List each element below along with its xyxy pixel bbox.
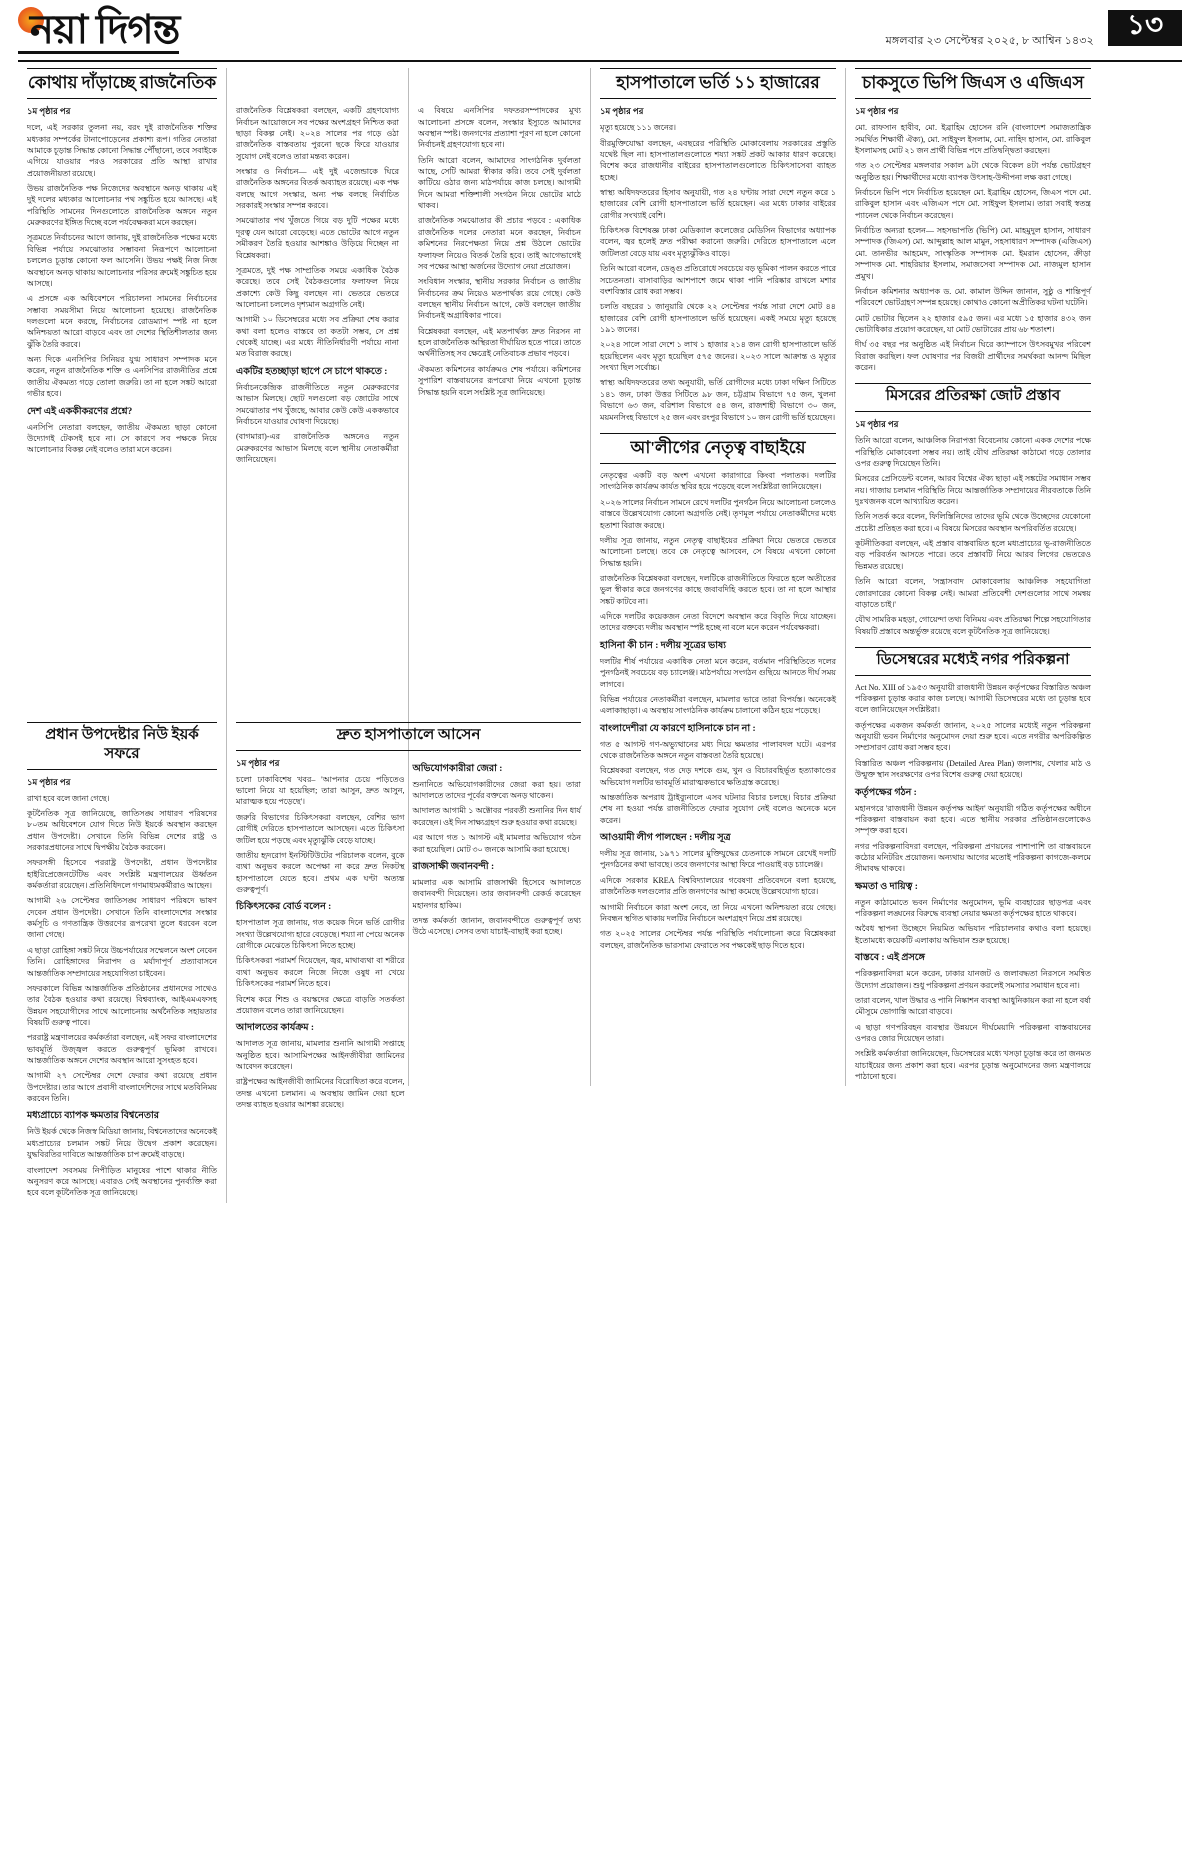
subheading: বাংলাদেশীরা যে কারণে হাসিনাকে চান না : [600, 723, 756, 734]
paragraph: নির্বাচন কমিশনার অধ্যাপক ড. মো. কামাল উদ্দিন জানান, সুষ্ঠু ও শান্তিপূর্ণ পরিবেশে ভোটগ্রহণ সম্পন্ন হয়েছে। কোথাও কোনো অপ্রীতিকর ঘটনা ঘটেনি। [855, 286, 1091, 308]
paragraph: দলীয় সূত্র জানায়, নতুন নেতৃত্ব বাছাইয়ের প্রক্রিয়া নিয়ে ভেতরে ভেতরে আলোচনা চলছে। তবে কে নেতৃত্বে আসবেন, সে বিষয়ে এখনো কোনো সিদ্ধান্ত হয়নি। [600, 535, 836, 568]
paragraph: গত ৫ আগস্ট গণ-অভ্যুত্থানের মধ্য দিয়ে ক্ষমতার পালাবদল ঘটে। এরপর থেকে রাজনৈতিক অঙ্গনে নতুন বাস্তবতা তৈরি হয়েছে। [600, 739, 836, 760]
paragraph: তিনি আরো বলেন, 'সন্ত্রাসবাদ মোকাবেলায় আঞ্চলিক সহযোগিতা জোরদারের কোনো বিকল্প নেই। আমরা প্রতিবেশী দেশগুলোর সাথে সমন্বয় বাড়াতে চাই।' [855, 577, 1091, 609]
headline-hospital: হাসপাতালে ভর্তি ১১ হাজারের [600, 68, 836, 99]
paragraph: চিকিৎসক বিশেষজ্ঞ ঢাকা মেডিক্যাল কলেজের মেডিসিন বিভাগের অধ্যাপক বলেন, জ্বর হলেই দ্রুত পরীক্ষা করানো জরুরি। দেরিতে হাসপাতালে এলে জটিলতা বেড়ে যায় এবং মৃত্যুঝুঁকিও বাড়ে। [600, 226, 836, 258]
paragraph: আদালত সূত্র জানায়, মামলার শুনানি আগামী সপ্তাহে অনুষ্ঠিত হবে। আসামিপক্ষের আইনজীবীরা জামিনের আবেদন করেছেন। [236, 1039, 405, 1071]
paragraph: উভয় রাজনৈতিক পক্ষ নিজেদের অবস্থানে অনড় থাকায় এই দুই দলের মধ্যকার আলোচনার পথ সঙ্কুচিত হয়ে আসছে। এই পরিস্থিতি সামনের দিনগুলোতে রাজনৈতিক অঙ্গনে নতুন মেরুকরণের ইঙ্গিত দিচ্ছে বলে পর্যবেক্ষকরা মনে করছেন। [27, 184, 217, 228]
paragraph: তিনি সতর্ক করে বলেন, ফিলিস্তিনিদের তাদের ভূমি থেকে উচ্ছেদের যেকোনো প্রচেষ্টা প্রতিহত করা হবে। এ বিষয়ে মিসরের অবস্থান অপরিবর্তিত রয়েছে। [855, 512, 1091, 533]
paragraph: বিশেষ করে শিশু ও বয়স্কদের ক্ষেত্রে বাড়তি সতর্কতা প্রয়োজন বলেও তারা জানিয়েছেন। [236, 994, 405, 1015]
paragraph: আগামী ২৬ সেপ্টেম্বর জাতিসঙ্ঘ সাধারণ পরিষদে ভাষণ দেবেন প্রধান উপদেষ্টা। সেখানে তিনি বাংলাদেশের সংস্কার কর্মসূচি ও গণতান্ত্রিক উত্তরণের রূপরেখা তুলে ধরবেন বলে জানা গেছে। [27, 896, 217, 940]
paragraph: কূটনৈতিক সূত্র জানিয়েছে, জাতিসঙ্ঘ সাধারণ পরিষদের ৮০তম অধিবেশনে যোগ দিতে নিউ ইয়র্কে অবস্থান করছেন প্রধান উপদেষ্টা। সেখানে তিনি বিভিন্ন দেশের রাষ্ট্র ও সরকারপ্রধানের সাথে দ্বিপক্ষীয় বৈঠক করবেন। [27, 808, 217, 852]
paragraph: রাজনৈতিক সমঝোতার কী প্রচার পড়বে : একাধিক রাজনৈতিক দলের নেতারা মনে করছেন, নির্বাচন কমিশনের নিরপেক্ষতা নিয়ে প্রশ্ন উঠলে ভোটের ফলাফল নিয়েও বিতর্ক তৈরি হবে। তাই আগেভাগেই সব পক্ষের আস্থা অর্জনের উদ্যোগ নেয়া প্রয়োজন। [418, 216, 581, 271]
continued-from: ১ম পৃষ্ঠার পর [855, 106, 899, 117]
paragraph: তারা বলেন, খাল উদ্ধার ও পানি নিষ্কাশন ব্যবস্থা আধুনিকায়ন করা না হলে বর্ষা মৌসুমে ভোগান্তি আরো বাড়বে। [855, 995, 1091, 1017]
page-bottom-margin [0, 1862, 1200, 1868]
paragraph: সফরসঙ্গী হিসেবে পররাষ্ট্র উপদেষ্টা, প্রধান উপদেষ্টার হাইরিপ্রেজেনটেটিভ এবং সংশ্লিষ্ট মন্ত্রণালয়ের ঊর্ধ্বতন কর্মকর্তারা রয়েছেন। প্রতিনিধিদলে গণমাধ্যমকর্মীরাও আছেন। [27, 858, 217, 891]
subheading: আদালতের কার্যক্রম : [236, 1023, 315, 1034]
subheading: চিকিৎসকের বোর্ড বলেন : [236, 902, 332, 913]
paragraph: এদিকে দলটির কয়েকজন নেতা বিদেশে অবস্থান করে বিবৃতি দিয়ে যাচ্ছেন। তাদের বক্তব্যে দলীয় অবস্থান স্পষ্ট হচ্ছে না বলে মনে করেন পর্যবেক্ষকরা। [600, 612, 836, 633]
subheading: হাসিনা কী চান : দলীয় সূত্রের ভাষ্য [600, 640, 727, 651]
paragraph: চলতি বছরের ১ জানুয়ারি থেকে ২২ সেপ্টেম্বর পর্যন্ত সারা দেশে মোট ৪৪ হাজারের বেশি রোগী হাসপাতালে ভর্তি হয়েছেন। একই সময়ে মৃত্যু হয়েছে ১৯১ জনের। [600, 302, 836, 334]
paragraph: এ প্রসঙ্গে এক অধিবেশনে পরিচালনা সামনের নির্বাচনের সম্ভাব্য সময়সীমা নিয়ে আলোচনা হয়েছে। রাজনৈতিক দলগুলো মনে করছে, নির্বাচনের রোডম্যাপ স্পষ্ট না হলে অনিশ্চয়তা আরো বাড়বে এবং তা দেশের স্থিতিশীলতার জন্য ঝুঁকি তৈরি করবে। [27, 294, 217, 349]
paragraph: মো. রাফসান হাবীব, মো. ইব্রাহিম হোসেন রনি (বাংলাদেশ সমাজতান্ত্রিক সমর্থিত শিক্ষার্থী ঐক্য), মো. সাইফুল ইসলাম, মো. নাহিদ হাসান, মো. রাকিবুল ইসলামসহ মোট ২১ জন প্রার্থী বিভিন্ন পদে প্রতিদ্বন্দ্বিতা করছেন। [855, 123, 1091, 155]
paragraph: দীর্ঘ ৩৫ বছর পর অনুষ্ঠিত এই নির্বাচন ঘিরে ক্যাম্পাসে উৎসবমুখর পরিবেশ বিরাজ করছিল। ফল ঘোষণার পর বিজয়ী প্রার্থীদের সমর্থকরা আনন্দ মিছিল করেন। [855, 340, 1091, 373]
paragraph: আগামী নির্বাচনে কারা অংশ নেবে, তা নিয়ে এখনো অনিশ্চয়তা রয়ে গেছে। নিবন্ধন স্থগিত থাকায় দলটির নির্বাচনে অংশগ্রহণ নিয়ে প্রশ্ন রয়েছে। [600, 902, 836, 923]
paragraph: সূত্রমতে, দুই পক্ষ সাম্প্রতিক সময়ে একাধিক বৈঠক করেছে। তবে সেই বৈঠকগুলোর ফলাফল নিয়ে প্রকাশ্যে কেউ কিছু বলছেন না। ভেতরে ভেতরে আলোচনা চললেও দৃশ্যমান অগ্রগতি নেই। [236, 265, 399, 309]
headline-quick-hospital: দ্রুত হাসপাতালে আসেন [236, 722, 581, 751]
paragraph: তিনি আরো বলেন, ডেঙ্গু প্রতিরোধে সবচেয়ে বড় ভূমিকা পালন করতে পারে সচেতনতা। বাসাবাড়ির আশপাশে জমে থাকা পানি পরিষ্কার রাখলে মশার বংশবিস্তার রোধ করা সম্ভব। [600, 264, 836, 296]
paragraph: (বাগমারা)-এর রাজনৈতিক অঙ্গনেও নতুন মেরুকরণের আভাস মিলছে বলে স্থানীয় নেতাকর্মীরা জানিয়েছেন। [236, 432, 399, 464]
paragraph: চলো ঢাকাবিশেষ খবর– 'আপনার চেয়ে পড়িতেও ভালো নিয়ে যা হয়েছিল; তারা আসুন, দ্রুত আসুন, মারাত্মক হয়ে পড়েছে'। [236, 774, 405, 807]
paragraph: মহানগরে 'রাজধানী উন্নয়ন কর্তৃপক্ষ আইন' অনুযায়ী গঠিত কর্তৃপক্ষের অধীনে পরিকল্পনা বাস্তবায়ন করা হবে। এতে স্থানীয় সরকার প্রতিষ্ঠানগুলোকেও সম্পৃক্ত করা হবে। [855, 803, 1091, 836]
lower-left-section [18, 722, 608, 1203]
paragraph: বিস্তারিত অঞ্চল পরিকল্পনায় (Detailed Area Plan) জলাশয়, খেলার মাঠ ও উন্মুক্ত স্থান সংরক্ষণের ওপর বিশেষ গুরুত্ব দেয়া হয়েছে। [855, 758, 1091, 780]
logo[interactable] [18, 7, 180, 54]
continued-from: ১ম পৃষ্ঠার পর [600, 106, 644, 117]
subheading: আওয়ামী লীগ পালছেন : দলীয় সূত্র [600, 833, 731, 844]
subheading: ক্ষমতা ও দায়িত্ব : [855, 881, 918, 892]
paragraph: বিশ্লেষকরা বলছেন, এই মতপার্থক্য দ্রুত নিরসন না হলে রাজনৈতিক অস্থিরতা দীর্ঘায়িত হতে পারে। তাতে অর্থনীতিসহ সব ক্ষেত্রেই নেতিবাচক প্রভাব পড়বে। [418, 326, 581, 359]
column-5 [845, 68, 1100, 1086]
paragraph: নতুন কাঠামোতে ভবন নির্মাণের অনুমোদন, ভূমি ব্যবহারের ছাড়পত্র এবং পরিকল্পনা লঙ্ঘনের বিরুদ্ধে ব্যবস্থা নেয়ার ক্ষমতা কর্তৃপক্ষের হাতে থাকবে। [855, 897, 1091, 919]
paragraph: জরুরি বিভাগের চিকিৎসকরা বলছেন, বেশির ভাগ রোগীই দেরিতে হাসপাতালে আসছেন। এতে চিকিৎসা জটিল হয়ে পড়ছে এবং মৃত্যুঝুঁকি বেড়ে যাচ্ছে। [236, 812, 405, 845]
paragraph: তিনি আরো বলেন, আঞ্চলিক নিরাপত্তা বিবেচনায় কোনো একক দেশের পক্ষে পরিস্থিতি মোকাবেলা সম্ভব নয়। তাই যৌথ প্রতিরক্ষা কাঠামো গড়ে তোলার ওপর গুরুত্ব দিয়েছেন তিনি। [855, 436, 1091, 468]
paragraph: নির্বাচনকেন্দ্রিক রাজনীতিতে নতুন মেরুকরণের আভাস মিলছে। ছোট দলগুলো বড় জোটের সাথে সমঝোতার পথ খুঁজছে, আবার কেউ কেউ এককভাবে নির্বাচনে যাওয়ার ঘোষণা দিয়েছে। [236, 382, 399, 426]
paragraph: মিসরের প্রেসিডেন্ট বলেন, আরব বিশ্বের ঐক্য ছাড়া এই সঙ্কটের সমাধান সম্ভব নয়। গাজায় চলমান পরিস্থিতি নিয়ে আন্তর্জাতিক সম্প্রদায়ের নীরবতাকে তিনি দুঃখজনক বলে আখ্যায়িত করেন। [855, 474, 1091, 506]
continued-from: ১ম পৃষ্ঠার পর [27, 106, 71, 117]
column-lower-1 [18, 722, 226, 1203]
masthead [18, 7, 1182, 62]
paragraph: তদন্ত কর্মকর্তা জানান, জবানবন্দীতে গুরুত্বপূর্ণ তথ্য উঠে এসেছে। সেসব তথ্য যাচাই-বাছাই করা হচ্ছে। [412, 915, 581, 937]
paragraph: গত ২০২৫ সালের সেপ্টেম্বর পর্যন্ত পরিস্থিতি পর্যালোচনা করে বিশ্লেষকরা বলছেন, রাজনৈতিক ভারসাম্য ফেরাতে সব পক্ষকেই ছাড় দিতে হবে। [600, 929, 836, 950]
paragraph: ঐকমত্য কমিশনের কার্যক্রমও শেষ পর্যায়ে। কমিশনের সুপারিশ বাস্তবায়নের রূপরেখা নিয়ে এখনো চূড়ান্ত সিদ্ধান্ত হয়নি বলে সংশ্লিষ্ট সূত্র জানিয়েছে। [418, 364, 581, 397]
paragraph: এ ছাড়া গণপরিবহন ব্যবস্থার উন্নয়নে দীর্ঘমেয়াদি পরিকল্পনা বাস্তবায়নের ওপরও জোর দিয়েছেন তারা। [855, 1022, 1091, 1043]
paragraph: আগামী ১০ ডিসেম্বরের মধ্যে সব প্রক্রিয়া শেষ করার কথা বলা হলেও বাস্তবে তা কতটা সম্ভব, সে প্রশ্ন থেকেই যাচ্ছে। এর মধ্যে নীতিনির্ধারণী পর্যায়ে নানা মত বিরাজ করছে। [236, 315, 399, 359]
subheading: একটির হতচ্ছাড়া ছাপে সে চাপে থাকতে : [236, 366, 388, 377]
paragraph: শুনানিতে অভিযোগকারীদের জেরা করা হয়। তারা আদালতে তাদের পূর্বের বক্তব্যে অনড় থাকেন। [412, 779, 581, 801]
paragraph: চিকিৎসকরা পরামর্শ দিয়েছেন, জ্বর, মাথাব্যথা বা শরীরে ব্যথা অনুভব করলে নিজে নিজে ওষুধ না খেয়ে চিকিৎসকের পরামর্শ নিতে হবে। [236, 956, 405, 989]
subheading: কর্তৃপক্ষের গঠন : [855, 787, 917, 798]
paragraph: নেতৃত্বের একটি বড় অংশ এখনো কারাগারে কিংবা পলাতক। দলটির সাংগঠনিক কার্যক্রম কার্যত স্থবির হয়ে পড়েছে বলে সংশ্লিষ্টরা জানিয়েছেন। [600, 471, 836, 492]
paragraph: স্বাস্থ্য অধিদফতরের হিসাব অনুযায়ী, গত ২৪ ঘণ্টায় সারা দেশে নতুন করে ১ হাজারের বেশি রোগী হাসপাতালে ভর্তি হয়েছেন। এর মধ্যে ঢাকার বাইরের রোগীর সংখ্যাই বেশি। [600, 188, 836, 220]
paragraph: তিনি আরো বলেন, আমাদের সাংগঠনিক দুর্বলতা আছে, সেটি আমরা স্বীকার করি। তবে সেই দুর্বলতা কাটিয়ে ওঠার জন্য মাঠপর্যায়ে কাজ চলছে। আগামী দিনে আমরা শক্তিশালী সংগঠন নিয়ে ভোটের মাঠে থাকব। [418, 155, 581, 211]
dateline: মঙ্গলবার ২৩ সেপ্টেম্বর ২০২৫, ৮ আশ্বিন ১৪৩২ [885, 35, 1094, 47]
paragraph: বিশ্লেষকরা বলছেন, গত দেড় দশকে গুম, খুন ও বিচারবহির্ভূত হত্যাকাণ্ডের অভিযোগ দলটির ভাবমূর্তি মারাত্মকভাবে ক্ষতিগ্রস্ত করেছে। [600, 766, 836, 787]
paragraph: রাজনৈতিক বিশ্লেষকরা বলছেন, দলটিকে রাজনীতিতে ফিরতে হলে অতীতের ভুল স্বীকার করে জনগণের কাছে জবাবদিহি করতে হবে। তা না হলে আস্থার সঙ্কট কাটবে না। [600, 574, 836, 606]
continued-from: ১ম পৃষ্ঠার পর [27, 776, 71, 787]
paragraph: দলটির শীর্ষ পর্যায়ের একাধিক নেতা মনে করেন, বর্তমান পরিস্থিতিতে দলের পুনর্গঠনই সবচেয়ে বড় চ্যালেঞ্জ। মাঠপর্যায়ে সংগঠন গুছিয়ে আনতে দীর্ঘ সময় লাগবে। [600, 656, 836, 689]
paragraph: এদিকে সরকার KREA বিশ্ববিদ্যালয়ের গবেষণা প্রতিবেদনে বলা হয়েছে, রাজনৈতিক দলগুলোর প্রতি জনগণের আস্থা কমেছে উল্লেখযোগ্য হারে। [600, 875, 836, 897]
paragraph: আদালত আগামী ১ অক্টোবর পরবর্তী শুনানির দিন ধার্য করেছেন। ওই দিন সাক্ষ্যগ্রহণ শুরু হওয়ার কথা রয়েছে। [412, 806, 581, 827]
paragraph: এ বিষয়ে এনসিপির দফতরসম্পাদকের মুখ্য আলোচনা প্রসঙ্গে বলেন, সংস্কার ইস্যুতে আমাদের অবস্থান স্পষ্ট। জনগণের প্রত্যাশা পূরণ না হলে কোনো নির্বাচনই গ্রহণযোগ্য হবে না। [418, 106, 581, 150]
paragraph: আগামী ২৭ সেপ্টেম্বর দেশে ফেরার কথা রয়েছে প্রধান উপদেষ্টার। তার আগে প্রবাসী বাংলাদেশিদের সাথে মতবিনিময় করবেন তিনি। [27, 1071, 217, 1104]
headline-pm-newyork: প্রধান উপদেষ্টার নিউ ইয়র্ক সফরে [27, 722, 217, 770]
paragraph: সফরকালে বিভিন্ন আন্তর্জাতিক প্রতিষ্ঠানের প্রধানদের সাথেও তার বৈঠক হওয়ার কথা রয়েছে। বিশ্বব্যাংক, আইএমএফসহ উন্নয়ন সহযোগীদের সাথে আলোচনায় অর্থনৈতিক সহায়তার বিষয়টি গুরুত্ব পাবে। [27, 983, 217, 1027]
paragraph: Act No. XIII of ১৯৫৩ অনুযায়ী রাজধানী উন্নয়ন কর্তৃপক্ষের বিস্তারিত অঞ্চল পরিকল্পনা চূড়ান্ত করার কাজ চলছে। আগামী ডিসেম্বরের মধ্যে তা চূড়ান্ত হবে বলে জানিয়েছেন সংশ্লিষ্টরা। [855, 682, 1091, 715]
column-lower-2 [226, 722, 590, 1203]
continued-from: ১ম পৃষ্ঠার পর [855, 419, 899, 430]
headline-city-plan: ডিসেম্বরের মধ্যেই নগর পরিকল্পনা [855, 647, 1091, 676]
paragraph: এনসিপি নেতারা বলছেন, জাতীয় ঐকমত্য ছাড়া কোনো উদ্যোগই টেকসই হবে না। সে কারণে সব পক্ষকে নিয়ে আলোচনার বিকল্প নেই বলেও তারা মনে করেন। [27, 422, 217, 455]
headline-egypt: মিসরের প্রতিরক্ষা জোট প্রস্তাব [855, 383, 1091, 412]
paragraph: ২০২৪ সালে সারা দেশে ১ লাখ ১ হাজার ২১৪ জন রোগী হাসপাতালে ভর্তি হয়েছিলেন এবং মৃত্যু হয়েছিল ৫৭৫ জনের। ২০২৩ সালে আক্রান্ত ও মৃত্যুর সংখ্যা ছিল সর্বোচ্চ। [600, 340, 836, 373]
paragraph: আন্তর্জাতিক অপরাধ ট্রাইব্যুনালে এসব ঘটনার বিচার চলছে। বিচার প্রক্রিয়া শেষ না হওয়া পর্যন্ত রাজনীতিতে ফেরার সুযোগ নেই বলেও অনেকে মনে করেন। [600, 793, 836, 825]
paragraph: গত ২৩ সেপ্টেম্বর মঙ্গলবার সকাল ৯টা থেকে বিকেল ৪টা পর্যন্ত ভোটগ্রহণ অনুষ্ঠিত হয়। শিক্ষার্থীদের মধ্যে ব্যাপক উৎসাহ-উদ্দীপনা লক্ষ করা গেছে। [855, 161, 1091, 182]
paragraph: স্বাস্থ্য অধিদফতরের তথ্য অনুযায়ী, ভর্তি রোগীদের মধ্যে ঢাকা দক্ষিণ সিটিতে ১৪১ জন, ঢাকা উত্তর সিটিতে ৯৮ জন, চট্টগ্রাম বিভাগে ৭৫ জন, খুলনা বিভাগে ৬৩ জন, বরিশাল বিভাগে ৫৪ জন, রাজশাহী বিভাগে ৩০ জন, ময়মনসিংহ বিভাগে ২৫ জন এবং রংপুর বিভাগে ১০ জন রোগী ভর্তি হয়েছেন। [600, 378, 836, 422]
paragraph: নিউ ইয়র্ক থেকে নিজস্ব মিডিয়া জানায়, বিশ্বনেতাদের অনেকেই মধ্যপ্রাচ্যের চলমান সঙ্কট নিয়ে উদ্বেগ প্রকাশ করেছেন। যুদ্ধবিরতির দাবিতে আন্তর্জাতিক চাপ ক্রমেই বাড়ছে। [27, 1127, 217, 1160]
paragraph: বিভিন্ন পর্যায়ের নেতাকর্মীরা বলছেন, মামলার ভারে তারা বিপর্যস্ত। অনেকেই এলাকাছাড়া। এ অবস্থায় সাংগঠনিক কার্যক্রম চালানো কঠিন হয়ে পড়েছে। [600, 694, 836, 716]
paragraph: সমঝোতার পথ খুঁজতে গিয়ে বড় দুটি পক্ষের মধ্যে দূরত্ব যেন আরো বেড়েছে। এতে ভোটের আগে নতুন সমীকরণ তৈরি হওয়ার আশঙ্কাও উড়িয়ে দিচ্ছেন না বিশ্লেষকরা। [236, 216, 399, 260]
headline-awami: আ'লীগের নেতৃত্ব বাছাইয়ে [600, 433, 836, 464]
paragraph: যৌথ সামরিক মহড়া, গোয়েন্দা তথ্য বিনিময় এবং প্রতিরক্ষা শিল্পে সহযোগিতার বিষয়টি প্রস্তাবে অন্তর্ভুক্ত রয়েছে বলে কূটনৈতিক সূত্র জানিয়েছে। [855, 615, 1091, 636]
continued-from: ১ম পৃষ্ঠার পর [236, 757, 280, 768]
paragraph: পররাষ্ট্র মন্ত্রণালয়ের কর্মকর্তারা বলছেন, এই সফর বাংলাদেশের ভাবমূর্তি উজ্জ্বল করতে গুরুত্বপূর্ণ ভূমিকা রাখবে। আন্তর্জাতিক অঙ্গনে দেশের অবস্থান আরো সুসংহত হবে। [27, 1033, 217, 1066]
paragraph: মোট ভোটার ছিলেন ২২ হাজার ৫৯৫ জন। এর মধ্যে ১৫ হাজার ৪৩২ জন ভোটাধিকার প্রয়োগ করেছেন, যা মোট ভোটারের প্রায় ৬৮ শতাংশ। [855, 313, 1091, 334]
headline-bcs: চাকসুতে ভিপি জিএস ও এজিএস [855, 68, 1091, 99]
subheading: অভিযোগকারীরা জেরা : [412, 763, 503, 774]
paragraph: রাষ্ট্রপক্ষের আইনজীবী জামিনের বিরোধিতা করে বলেন, তদন্ত এখনো চলমান। এ অবস্থায় জামিন দেয়া হলে তদন্ত ব্যাহত হওয়ার আশঙ্কা রয়েছে। [236, 1077, 405, 1110]
paragraph: সূত্রমতে নির্বাচনের আগে জানায়, দুই রাজনৈতিক পক্ষের মধ্যে বিভিন্ন পর্যায়ে সমঝোতার সম্ভাবনা নিরূপণে আলোচনা চললেও চূড়ান্ত কোনো ফল আসেনি। উভয় পক্ষই নিজ নিজ অবস্থানে অনড় থাকায় আলোচনার পরিসর ক্রমেই সঙ্কুচিত হয়ে আসছে। [27, 233, 217, 288]
paragraph: হাসপাতাল সূত্র জানায়, গত কয়েক দিনে ভর্তি রোগীর সংখ্যা উল্লেখযোগ্য হারে বেড়েছে। শয্যা না পেয়ে অনেক রোগীকে মেঝেতে চিকিৎসা নিতে হচ্ছে। [236, 918, 405, 951]
paragraph: মৃত্যু হয়েছে ১১১ জনের। [600, 123, 677, 133]
paragraph: ২০২৬ সালের নির্বাচন সামনে রেখে দলটির পুনর্গঠন নিয়ে আলোচনা চললেও বাস্তবে উল্লেখযোগ্য কোনো অগ্রগতি নেই। তৃণমূল পর্যায়ে নেতাকর্মীদের মধ্যে হতাশা বিরাজ করছে। [600, 497, 836, 530]
paragraph: জাতীয় হৃদরোগ ইনস্টিটিউটের পরিচালক বলেন, বুকে ব্যথা অনুভব করলে অপেক্ষা না করে দ্রুত নিকটস্থ হাসপাতালে যেতে হবে। প্রথম এক ঘণ্টা অত্যন্ত গুরুত্বপূর্ণ। [236, 850, 405, 894]
paragraph: নির্বাচনে ভিপি পদে নির্বাচিত হয়েছেন মো. ইব্রাহিম হোসেন, জিএস পদে মো. রাকিবুল হাসান এবং এজিএস পদে মো. সাইফুল ইসলাম। তারা সবাই স্বতন্ত্র প্যানেল থেকে নির্বাচন করেছেন। [855, 188, 1091, 220]
paragraph: রাখা হবে বলে জানা গেছে। [27, 793, 110, 803]
paragraph: কূটনীতিকরা বলছেন, এই প্রস্তাব বাস্তবায়িত হলে মধ্যপ্রাচ্যের ভূ-রাজনীতিতে বড় পরিবর্তন আসতে পারে। তবে প্রস্তাবটি নিয়ে আরব লিগের ভেতরেও ভিন্নমত রয়েছে। [855, 539, 1091, 571]
paragraph: এ ছাড়া রোহিঙ্গা সঙ্কট নিয়ে উচ্চপর্যায়ের সম্মেলনে অংশ নেবেন তিনি। রোহিঙ্গাদের নিরাপদ ও মর্যাদাপূর্ণ প্রত্যাবাসনে আন্তর্জাতিক সম্প্রদায়ের সহযোগিতা চাইবেন। [27, 945, 217, 978]
paragraph: সংস্কার ও নির্বাচন— এই দুই এজেন্ডাকে ঘিরে রাজনৈতিক অঙ্গনের বিতর্ক অব্যাহত রয়েছে। এক পক্ষ বলছে আগে সংস্কার, অন্য পক্ষ বলছে নির্বাচিত সরকারই সংস্কার সম্পন্ন করবে। [236, 167, 399, 211]
logo-text: নয়া দিগন্ত [30, 7, 180, 52]
paragraph: অবৈধ স্থাপনা উচ্ছেদে নিয়মিত অভিযান পরিচালনার কথাও বলা হয়েছে। ইতোমধ্যে কয়েকটি এলাকায় অভিযান শুরু হয়েছে। [855, 924, 1091, 945]
paragraph: নগর পরিকল্পনাবিদরা বলছেন, পরিকল্পনা প্রণয়নের পাশাপাশি তা বাস্তবায়নে কঠোর মনিটরিং প্রয়োজন। অন্যথায় আগের মতোই পরিকল্পনা কাগজে-কলমে সীমাবদ্ধ থাকবে। [855, 841, 1091, 874]
paragraph: পরিকল্পনাবিদরা মনে করেন, ঢাকার যানজট ও জলাবদ্ধতা নিরসনে সমন্বিত উদ্যোগ প্রয়োজন। শুধু পরিকল্পনা প্রণয়ন করলেই সমস্যার সমাধান হবে না। [855, 969, 1091, 990]
paragraph: দলীয় সূত্র জানায়, ১৯৭১ সালের মুক্তিযুদ্ধের চেতনাকে সামনে রেখেই দলটি পুনর্গঠনের কথা ভাবছে। তবে জনগণের আস্থা ফিরে পাওয়াই বড় চ্যালেঞ্জ। [600, 849, 836, 870]
paragraph: নির্বাচিত অন্যরা হলেন— সহসভাপতি (ভিপি) মো. মাহমুদুল হাসান, সাধারণ সম্পাদক (জিএস) মো. আব্দুল্লাহ আল মামুন, সহসাধারণ সম্পাদক (এজিএস) মো. তানভীর আহমেদ, সাংস্কৃতিক সম্পাদক মো. ইমরান হোসেন, ক্রীড়া সম্পাদক মো. শাহরিয়ার ইসলাম, সমাজসেবা সম্পাদক মো. নাজমুল হাসান প্রমুখ। [855, 226, 1091, 281]
paragraph: রাজনৈতিক বিশ্লেষকরা বলছেন, একটি গ্রহণযোগ্য নির্বাচন আয়োজনে সব পক্ষের অংশগ্রহণ নিশ্চিত করা ছাড়া বিকল্প নেই। ২০২৪ সালের পর গড়ে ওঠা রাজনৈতিক বাস্তবতায় পুরনো ছকে ফিরে যাওয়ার সুযোগ নেই বলেও তারা মন্তব্য করেন। [236, 106, 399, 161]
page-number: ১৩ [1108, 10, 1182, 46]
subheading: দেশ এই এককীকরণের প্রশ্নে? [27, 406, 133, 417]
paragraph: সংশ্লিষ্ট কর্মকর্তারা জানিয়েছেন, ডিসেম্বরের মধ্যে খসড়া চূড়ান্ত করে তা জনমত যাচাইয়ের জন্য প্রকাশ করা হবে। এরপর চূড়ান্ত অনুমোদনের জন্য মন্ত্রণালয়ে পাঠানো হবে। [855, 1049, 1091, 1082]
paragraph: দলে, এই সরকার তুলনা নয়, বরং দুই রাজনৈতিক শক্তির মধ্যকার সম্পর্কের টানাপোড়েনের প্রকাশ্য রূপ। গতির নেতারা আমাকে চূড়ান্ত সিদ্ধান্ত কোনো সিদ্ধান্ত পৌঁছানো, তবে সবাইকে এগিয়ে যাওয়ার পরও সরকারের প্রতি আস্থা রাখার প্রয়োজনীয়তা রয়েছে। [27, 123, 217, 178]
subheading: মধ্যপ্রাচ্যে ব্যাপক ক্ষমতার বিশ্বনেতার [27, 1111, 160, 1122]
headline-politics: কোথায় দাঁড়াচ্ছে রাজনৈতিক [27, 68, 217, 99]
paragraph: বীরমুক্তিযোদ্ধা বলছেন, এবছরের পরিস্থিতি মোকাবেলায় সরকারের প্রস্তুতি যথেষ্ট ছিল না। হাসপাতালগুলোতে শয্যা সঙ্কট প্রকট আকার ধারণ করেছে। বিশেষ করে রাজধানীর বাইরের হাসপাতালগুলোতে চিকিৎসাসেবা ব্যাহত হচ্ছে। [600, 138, 836, 182]
paragraph: এর আগে গত ১ আগস্ট এই মামলার অভিযোগ গঠন করা হয়েছিল। মোট ৩০ জনকে আসামি করা হয়েছে। [412, 833, 581, 854]
paragraph: কর্তৃপক্ষের একজন কর্মকর্তা জানান, ২০২৫ সালের মধ্যেই নতুন পরিকল্পনা অনুযায়ী ভবন নির্মাণের অনুমোদন দেয়া শুরু হবে। এতে নগরীর অপরিকল্পিত সম্প্রসারণ রোধ করা সম্ভব হবে। [855, 720, 1091, 753]
column-4 [590, 68, 845, 1086]
paragraph: মামলার এক আসামি রাজসাক্ষী হিসেবে আদালতে জবানবন্দী দিয়েছেন। তার জবানবন্দী রেকর্ড করেছেন মহানগর হাকিম। [412, 877, 581, 910]
paragraph: সংবিধান সংস্কার, স্থানীয় সরকার নির্বাচন ও জাতীয় নির্বাচনের ক্রম নিয়েও মতপার্থক্য রয়ে গেছে। কেউ বলছেন স্থানীয় নির্বাচন আগে, কেউ বলছেন জাতীয় নির্বাচনই অগ্রাধিকার পাবে। [418, 277, 581, 321]
paragraph: অন্য দিকে এনসিপির সিনিয়র যুগ্ম সাধারণ সম্পাদক মনে করেন, নতুন রাজনৈতিক শক্তি ও এনসিপির রাজনীতির প্রশ্নে জাতীয় ঐকমত্য গড়ে তোলা জরুরি। তা না হলে সঙ্কট আরো গভীর হবে। [27, 355, 217, 399]
subheading: বাস্তবে : এই প্রসঙ্গে [855, 953, 925, 964]
paragraph: বাংলাদেশ সবসময় নিপীড়িত মানুষের পাশে থাকার নীতি অনুসরণ করে আসছে। এবারও সেই অবস্থানের পুনর্ব্যক্তি করা হবে বলে কূটনৈতিক সূত্র জানিয়েছে। [27, 1165, 217, 1198]
subheading: রাজসাক্ষী জবানবন্দী : [412, 861, 495, 872]
